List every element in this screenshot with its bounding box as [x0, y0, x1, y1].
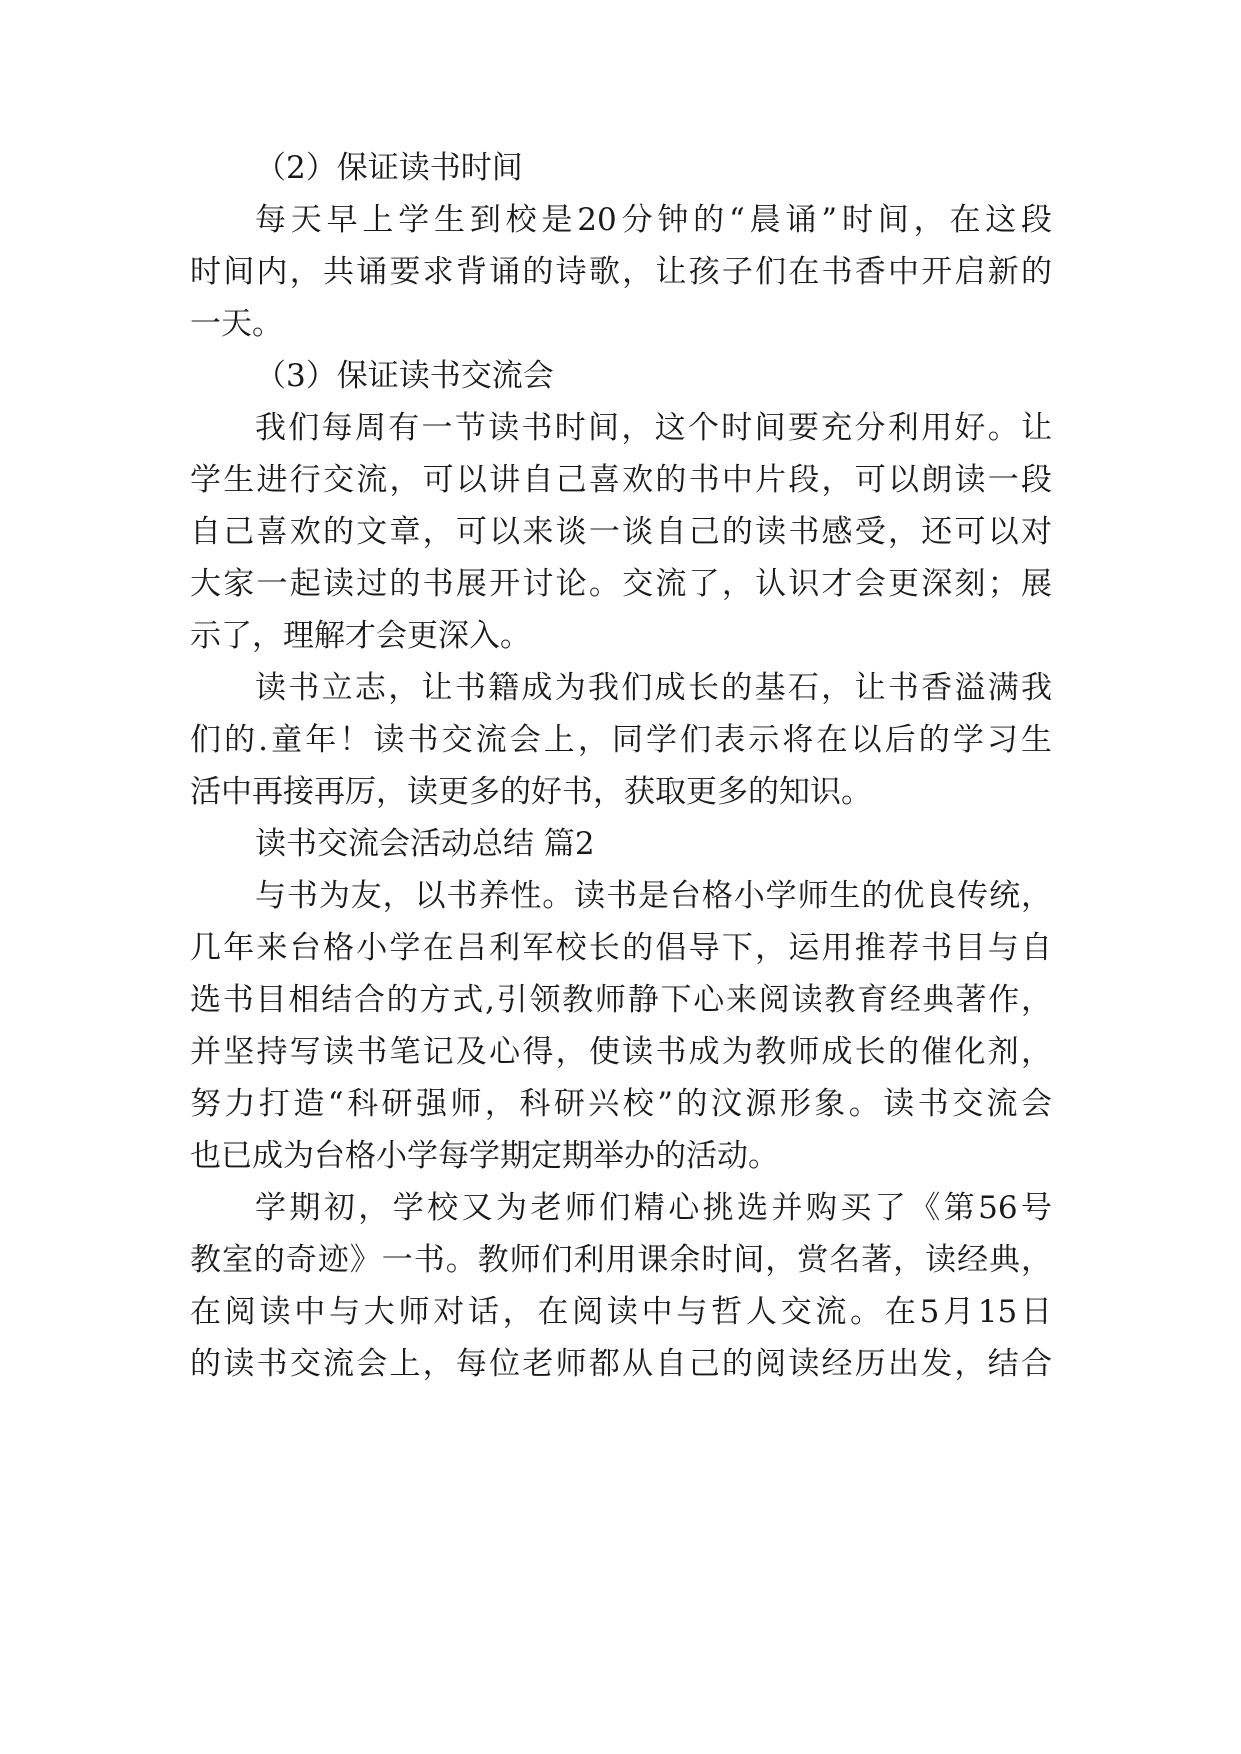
paragraph-line: 与书为友，以书养性。读书是台格小学师生的优良传统， — [255, 878, 1052, 914]
paragraph-line: 几年来台格小学在吕利军校长的倡导下，运用推荐书目与自 — [190, 930, 1052, 966]
paragraph-line: 每天早上学生到校是20分钟的“晨诵”时间，在这段 — [255, 202, 1052, 238]
paragraph-line: 活中再接再厉，读更多的好书，获取更多的知识。 — [190, 774, 872, 810]
paragraph-line: 读书立志，让书籍成为我们成长的基石，让书香溢满我 — [255, 670, 1052, 706]
paragraph-line: 时间内，共诵要求背诵的诗歌，让孩子们在书香中开启新的 — [190, 254, 1052, 290]
paragraph-line: 示了，理解才会更深入。 — [190, 618, 531, 654]
paragraph-line: 自己喜欢的文章，可以来谈一谈自己的读书感受，还可以对 — [190, 514, 1052, 550]
paragraph-line: 我们每周有一节读书时间，这个时间要充分利用好。让 — [255, 410, 1052, 446]
article-title: 读书交流会活动总结 篇2 — [255, 826, 595, 862]
paragraph-line: 教室的奇迹》一书。教师们利用课余时间，赏名著，读经典， — [190, 1242, 1052, 1278]
paragraph-line: 选书目相结合的方式,引领教师静下心来阅读教育经典著作， — [190, 982, 1052, 1018]
paragraph-line: 并坚持写读书笔记及心得，使读书成为教师成长的催化剂， — [190, 1034, 1052, 1070]
paragraph-line: 努力打造“科研强师，科研兴校”的汶源形象。读书交流会 — [190, 1086, 1052, 1122]
paragraph-line: 学期初，学校又为老师们精心挑选并购买了《第56号 — [255, 1190, 1052, 1226]
section-heading: （3）保证读书交流会 — [255, 358, 554, 394]
paragraph-line: 也已成为台格小学每学期定期举办的活动。 — [190, 1138, 779, 1174]
section-heading: （2）保证读书时间 — [255, 150, 523, 186]
paragraph-line: 一天。 — [190, 306, 283, 342]
paragraph-line: 学生进行交流，可以讲自己喜欢的书中片段，可以朗读一段 — [190, 462, 1052, 498]
paragraph-line: 的读书交流会上，每位老师都从自己的阅读经历出发，结合 — [190, 1346, 1052, 1382]
paragraph-line: 大家一起读过的书展开讨论。交流了，认识才会更深刻；展 — [190, 566, 1052, 602]
paragraph-line: 们的.童年！读书交流会上，同学们表示将在以后的学习生 — [190, 722, 1052, 758]
paragraph-line: 在阅读中与大师对话，在阅读中与哲人交流。在5月15日 — [190, 1294, 1052, 1330]
